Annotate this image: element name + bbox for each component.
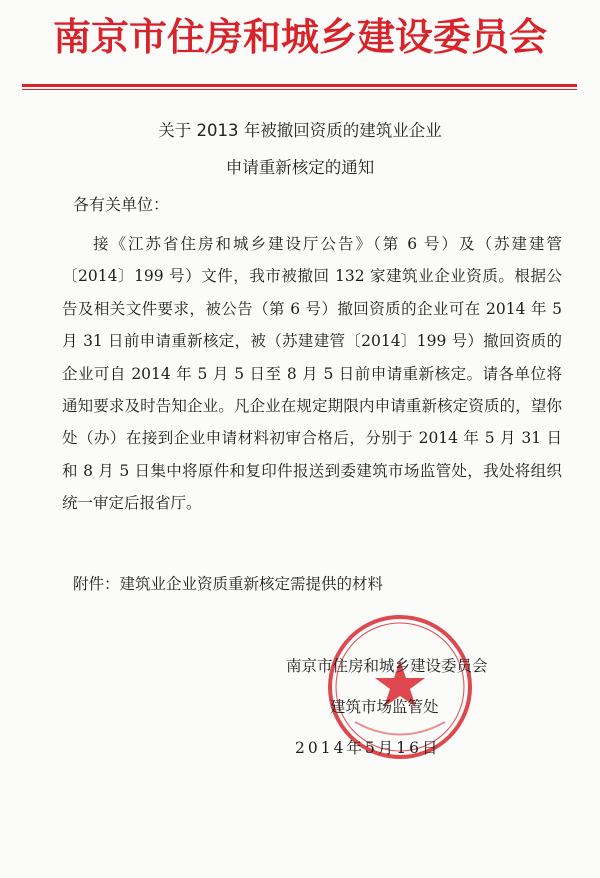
- notice-body: 接《江苏省住房和城乡建设厅公告》（第 6 号）及（苏建建管〔2014〕199 号）文件，我市被撤回 132 家建筑业企业资质。根据公告及相关文件要求，被公告（第 6 号）撤回资质的企业可在 2014 年 5 月 31 日前申请重新核定，被（苏建建管〔2014〕199 号）撤回资质的企业可自 2014 年 5 月 5 日至 8 月 5 日前申请重新核定。请各单位将通知要求及时告知企业。凡企业在规定期限内申请重新核定资质的，望你处（办）在接到企业申请材料初审合格后，分别于 2014 年 5 月 31 日和 8 月 5 日集中将原件和复印件报送到委建筑市场监管处，我处将组织统一审定后报省厅。: [62, 235, 562, 513]
- salutation: 各有关单位：: [73, 195, 170, 214]
- signature-department: 建筑市场监管处: [330, 698, 439, 716]
- signature-organization: 南京市住房和城乡建设委员会: [286, 657, 488, 675]
- letterhead-title: 南京市住房和城乡建设委员会: [52, 14, 547, 59]
- attachment-line: 附件：建筑业企业资质重新核定需提供的材料: [73, 575, 384, 593]
- notice-title-line1: 关于 2013 年被撤回资质的建筑业企业: [158, 121, 442, 140]
- signature-date: 2014年5月16日: [295, 739, 441, 757]
- letterhead-rule-thin: [22, 89, 577, 90]
- letterhead-rule-thick: [22, 84, 577, 87]
- notice-title-line2: 申请重新核定的通知: [225, 158, 375, 177]
